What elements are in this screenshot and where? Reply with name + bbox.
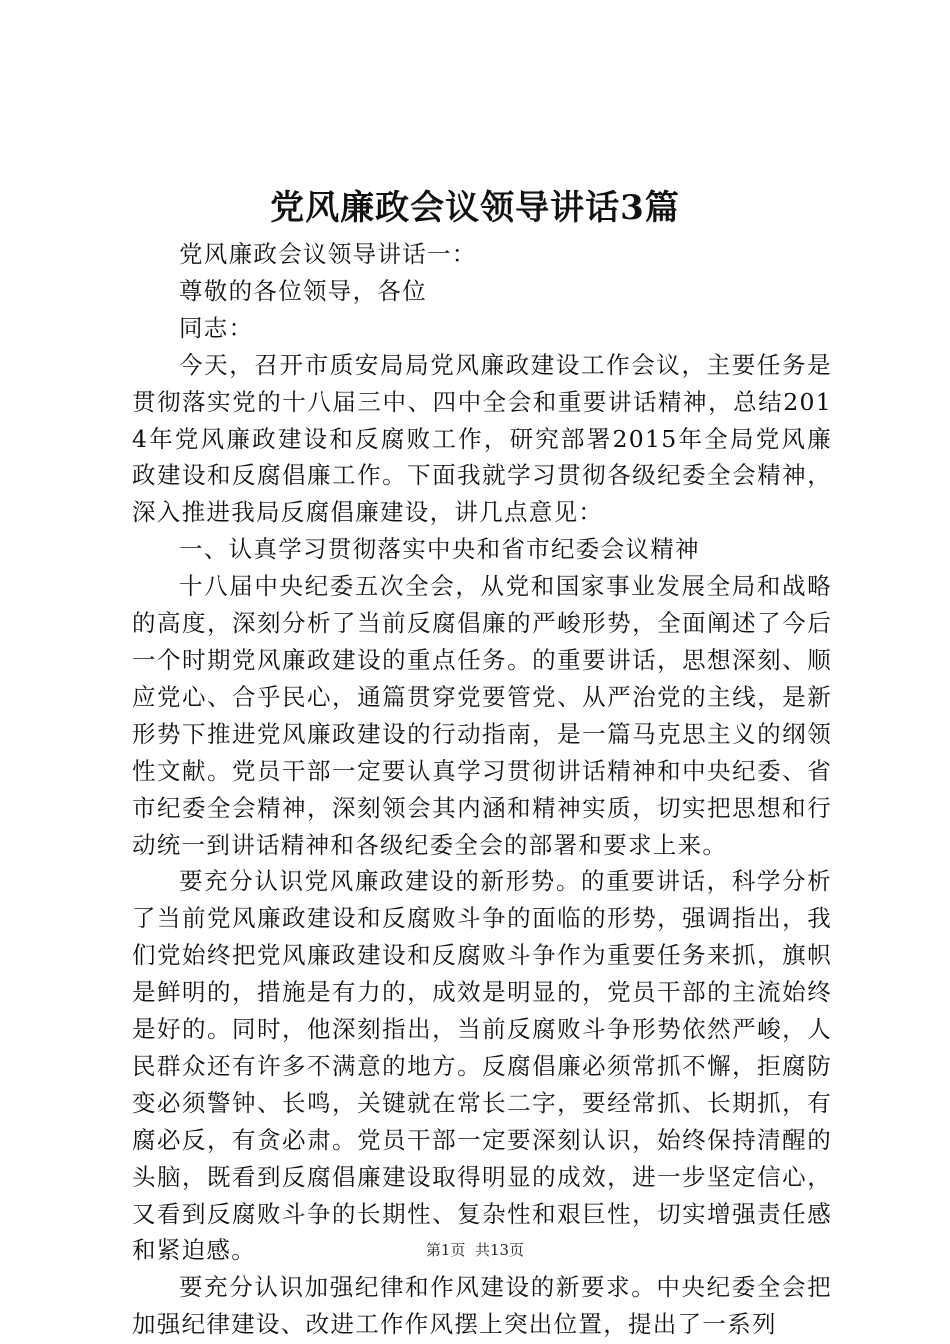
paragraph-body: 要充分认识党风廉政建设的新形势。的重要讲话，科学分析了当前党风廉政建设和反腐败斗争的面临的形势，强调指出，我们党始终把党风廉政建设和反腐败斗争作为重要任务来抓，旗帜是鲜明的，措施是有力的，成效是明显的，党员干部的主流始终是好的。同时，他深刻指出，当前反腐败斗争形势依然严峻，人民群众还有许多不满意的地方。反腐倡廉必须常抓不懈，拒腐防变必须警钟、长鸣，关键就在常长二字，要经常抓、长期抓，有腐必反，有贪必肃。党员干部一定要深刻认识，始终保持清醒的头脑，既看到反腐倡廉建设取得明显的成效，进一步坚定信心，又看到反腐败斗争的长期性、复杂性和艰巨性，切实增强责任感和紧迫感。 bbox=[132, 867, 832, 1265]
document-title: 党风廉政会议领导讲话3篇 bbox=[270, 188, 680, 228]
paragraph-body: 要充分认识加强纪律和作风建设的新要求。中央纪委全会把加强纪律建设、改进工作作风摆上突出位置，提出了一系列 bbox=[132, 1273, 832, 1339]
paragraph-greeting: 尊敬的各位领导，各位 bbox=[179, 276, 427, 305]
paragraph-body: 十八届中央纪委五次全会，从党和国家事业发展全局和战略的高度，深刻分析了当前反腐倡廉的严峻形势，全面阐述了今后一个时期党风廉政建设的重点任务。的重要讲话，思想深刻、顺应党心、合乎民心，通篇贯穿党要管党、从严治党的主线，是新形势下推进党风廉政建设的行动指南，是一篇马克思主义的纲领性文献。党员干部一定要认真学习贯彻讲话精神和中央纪委、省市纪委全会精神，深刻领会其内涵和精神实质，切实把思想和行动统一到讲话精神和各级纪委全会的部署和要求上来。 bbox=[132, 572, 832, 859]
paragraph-intro: 今天，召开市质安局局党风廉政建设工作会议，主要任务是贯彻落实党的十八届三中、四中全会和重要讲话精神，总结2014年党风廉政建设和反腐败工作，研究部署2015年全局党风廉政建设和反腐倡廉工作。下面我就学习贯彻各级纪委全会精神，深入推进我局反腐倡廉建设，讲几点意见： bbox=[132, 350, 832, 527]
section-heading-1: 一、认真学习贯彻落实中央和省市纪委会议精神 bbox=[179, 535, 700, 564]
page-footer bbox=[0, 1240, 950, 1260]
page-number: 第1页 共13页 bbox=[425, 1241, 525, 1259]
paragraph-greeting-cont: 同志： bbox=[179, 313, 254, 342]
document-body bbox=[132, 236, 832, 1343]
paragraph-salutation-heading: 党风廉政会议领导讲话一： bbox=[179, 240, 477, 268]
